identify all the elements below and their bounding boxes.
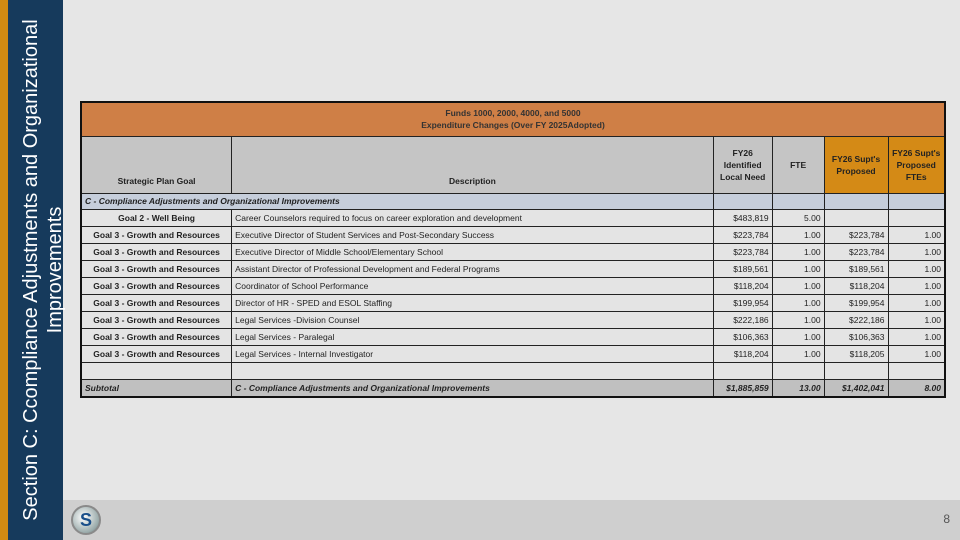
- cell-proposed: $118,205: [824, 345, 888, 362]
- header-supt-ftes: FY26 Supt's Proposed FTEs: [888, 136, 945, 193]
- cell-goal: Goal 3 - Growth and Resources: [81, 226, 232, 243]
- table-title-line1: Funds 1000, 2000, 4000, and 5000: [445, 108, 581, 119]
- cell-desc: Coordinator of School Performance: [232, 277, 714, 294]
- table-title-line2: Expenditure Changes (Over FY 2025Adopted): [421, 120, 605, 131]
- table-row: [81, 260, 945, 277]
- cell-pfte: 1.00: [888, 345, 945, 362]
- cell-pfte: 1.00: [888, 294, 945, 311]
- subtotal-proposed: $1,402,041: [824, 379, 888, 397]
- subtotal-row: [81, 379, 945, 397]
- cell-desc: Executive Director of Student Services and Post-Secondary Success: [232, 226, 714, 243]
- cell-fte: 1.00: [772, 260, 824, 277]
- cell-proposed: $189,561: [824, 260, 888, 277]
- cell-proposed: $199,954: [824, 294, 888, 311]
- cell-fte: 1.00: [772, 277, 824, 294]
- cell-desc: Legal Services - Paralegal: [232, 328, 714, 345]
- slide-title: Section C: Ccompliance Adjustments and Organizational Improvements: [20, 19, 66, 521]
- district-logo: S: [71, 505, 101, 535]
- cell-pfte: 1.00: [888, 260, 945, 277]
- header-local-need: FY26 Identified Local Need: [713, 136, 772, 193]
- subtotal-need: $1,885,859: [713, 379, 772, 397]
- cell-desc: Legal Services -Division Counsel: [232, 311, 714, 328]
- table-row: [81, 277, 945, 294]
- cell-goal: Goal 3 - Growth and Resources: [81, 328, 232, 345]
- cell-goal: Goal 3 - Growth and Resources: [81, 311, 232, 328]
- table-title-row: [81, 102, 945, 136]
- cell-pfte: 1.00: [888, 243, 945, 260]
- cell-fte: 1.00: [772, 226, 824, 243]
- cell-proposed: $222,186: [824, 311, 888, 328]
- cell-need: $483,819: [713, 209, 772, 226]
- table-row: [81, 209, 945, 226]
- table-row: [81, 243, 945, 260]
- accent-strip: [0, 0, 8, 540]
- cell-goal: Goal 3 - Growth and Resources: [81, 294, 232, 311]
- cell-fte: 1.00: [772, 243, 824, 260]
- cell-need: $118,204: [713, 277, 772, 294]
- table-row: [81, 328, 945, 345]
- cell-desc: Career Counselors required to focus on career exploration and development: [232, 209, 714, 226]
- cell-need: $223,784: [713, 226, 772, 243]
- cell-fte: 1.00: [772, 345, 824, 362]
- subtotal-pfte: 8.00: [888, 379, 945, 397]
- cell-fte: 1.00: [772, 328, 824, 345]
- cell-proposed: $223,784: [824, 243, 888, 260]
- cell-desc: Assistant Director of Professional Development and Federal Programs: [232, 260, 714, 277]
- cell-need: $223,784: [713, 243, 772, 260]
- footer-bar: [63, 500, 960, 540]
- header-supt-proposed: FY26 Supt's Proposed: [824, 136, 888, 193]
- header-goal: Strategic Plan Goal: [81, 136, 232, 193]
- expenditure-table: [80, 101, 946, 398]
- cell-goal: Goal 2 - Well Being: [81, 209, 232, 226]
- cell-goal: Goal 3 - Growth and Resources: [81, 243, 232, 260]
- subtotal-fte: 13.00: [772, 379, 824, 397]
- cell-pfte: [888, 209, 945, 226]
- cell-proposed: [824, 209, 888, 226]
- sidebar: [8, 0, 66, 540]
- cell-proposed: $106,363: [824, 328, 888, 345]
- cell-desc: Director of HR - SPED and ESOL Staffing: [232, 294, 714, 311]
- section-label: C - Compliance Adjustments and Organizational Improvements: [81, 193, 713, 209]
- cell-desc: Legal Services - Internal Investigator: [232, 345, 714, 362]
- cell-pfte: 1.00: [888, 226, 945, 243]
- table-row: [81, 345, 945, 362]
- header-row: [81, 136, 945, 193]
- cell-fte: 1.00: [772, 294, 824, 311]
- header-fte: FTE: [772, 136, 824, 193]
- table-row: [81, 294, 945, 311]
- table-row: [81, 311, 945, 328]
- blank-row: [81, 362, 945, 379]
- cell-need: $118,204: [713, 345, 772, 362]
- cell-pfte: 1.00: [888, 277, 945, 294]
- header-description: Description: [232, 136, 714, 193]
- cell-pfte: 1.00: [888, 328, 945, 345]
- cell-need: $199,954: [713, 294, 772, 311]
- cell-goal: Goal 3 - Growth and Resources: [81, 277, 232, 294]
- cell-proposed: $223,784: [824, 226, 888, 243]
- subtotal-desc: C - Compliance Adjustments and Organizational Improvements: [232, 379, 714, 397]
- cell-proposed: $118,204: [824, 277, 888, 294]
- cell-need: $106,363: [713, 328, 772, 345]
- table-row: [81, 226, 945, 243]
- cell-fte: 1.00: [772, 311, 824, 328]
- cell-goal: Goal 3 - Growth and Resources: [81, 345, 232, 362]
- cell-need: $189,561: [713, 260, 772, 277]
- subtotal-label: Subtotal: [81, 379, 232, 397]
- cell-desc: Executive Director of Middle School/Elementary School: [232, 243, 714, 260]
- cell-pfte: 1.00: [888, 311, 945, 328]
- cell-fte: 5.00: [772, 209, 824, 226]
- cell-goal: Goal 3 - Growth and Resources: [81, 260, 232, 277]
- cell-need: $222,186: [713, 311, 772, 328]
- section-row: [81, 193, 945, 209]
- page-number: 8: [943, 512, 950, 526]
